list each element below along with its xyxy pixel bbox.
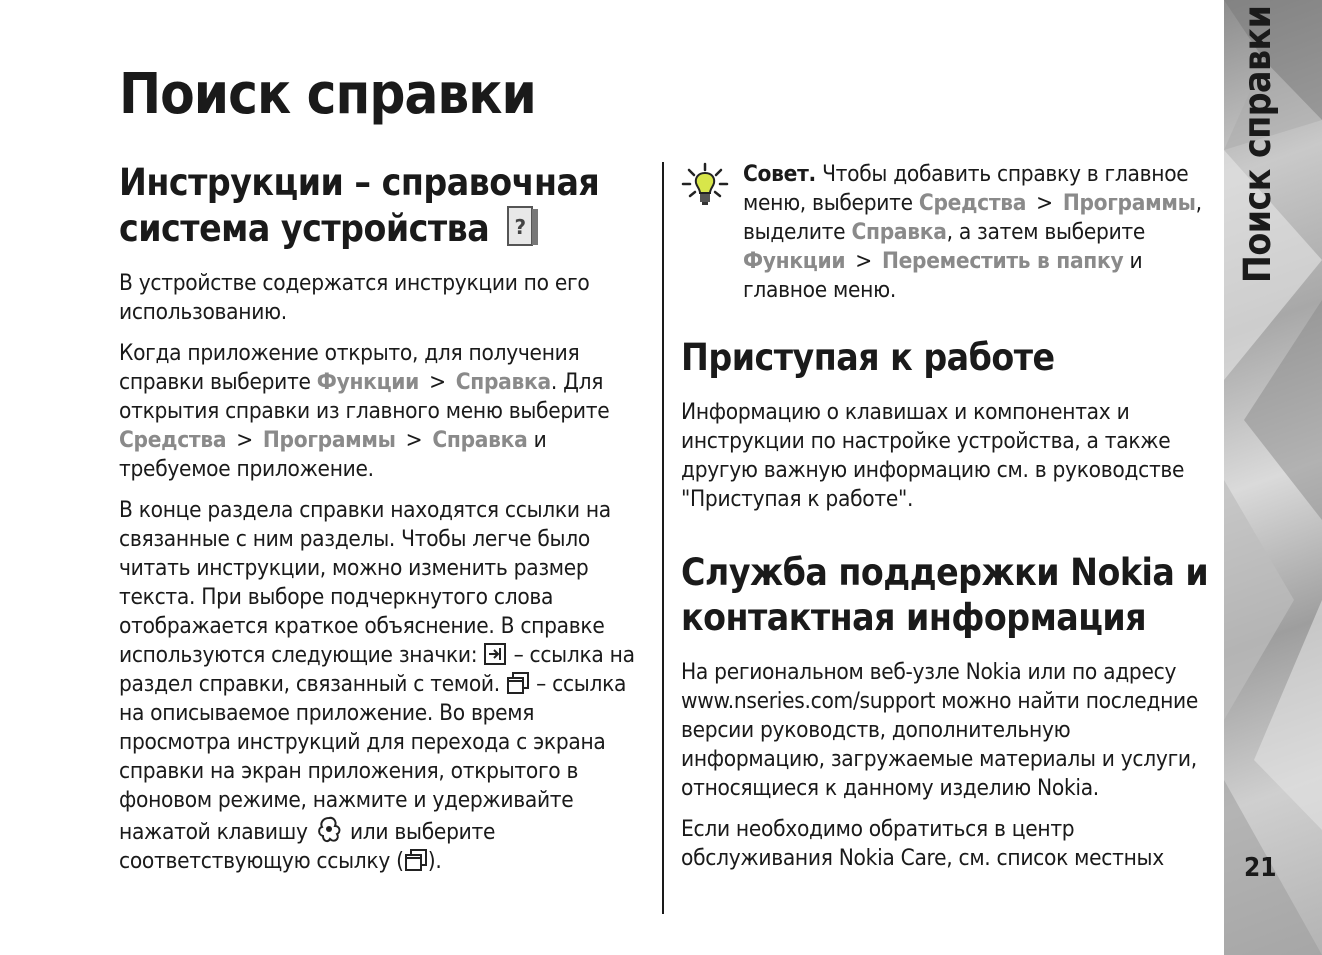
application-link-icon [506, 671, 530, 695]
section-heading-getting-started: Приступая к работе [681, 336, 1055, 379]
svg-text:?: ? [514, 215, 526, 239]
tip-text [743, 160, 1213, 305]
path-separator: > [429, 369, 446, 395]
menu-path-help: Справка [851, 219, 947, 245]
text-run: или выберите соответствующую ссылку ( [119, 819, 496, 874]
text-run: – ссылка на описываемое приложение. Во время просмотра инструкций для перехода с экрана справки на экран приложения, открытого в фоновом режиме, нажмите и удерживайте нажатой клавишу [119, 671, 627, 845]
lightbulb-icon [681, 162, 729, 208]
paragraph-open-help [119, 339, 649, 484]
text-run: , выделите [743, 190, 1202, 245]
paragraph-intro: В устройстве содержатся инструкции по его использованию. [119, 270, 590, 325]
related-topic-link-icon [483, 642, 507, 666]
menu-path-functions: Функции [743, 248, 846, 274]
section-heading-text: Инструкции – справочная система устройства [119, 161, 600, 250]
paragraph-getting-started: Информацию о клавишах и компонентах и инструкции по настройке устройства, а также другую важную информацию см. в руководстве "Приступая к работе". [681, 399, 1185, 512]
page-title: Поиск справки [119, 62, 536, 127]
menu-path-programs: Программы [1062, 190, 1196, 216]
text-run: Когда приложение открыто, для получения справки выберите [119, 340, 580, 395]
text-run: ). [427, 848, 442, 874]
text-run: и главное меню. [743, 248, 1143, 303]
menu-path-tools: Средства [119, 427, 227, 453]
section-heading-instructions [119, 160, 649, 251]
left-column [119, 160, 649, 888]
path-separator: > [855, 248, 872, 274]
text-run: , а затем выберите [946, 219, 1146, 245]
section-heading-support: Служба поддержки Nokia и контактная информация [681, 551, 1209, 639]
text-run: Чтобы добавить справку в главное меню, выберите [743, 161, 1189, 216]
menu-path-tools: Средства [918, 190, 1027, 216]
path-separator: > [236, 427, 253, 453]
menu-path-functions: Функции [316, 369, 420, 395]
text-run: – ссылка на раздел справки, связанный с темой. [119, 642, 635, 697]
menu-key-icon [314, 815, 344, 845]
menu-path-programs: Программы [262, 427, 396, 453]
right-column [681, 160, 1213, 885]
menu-path-help: Справка [455, 369, 551, 395]
text-run: и требуемое приложение. [119, 427, 547, 482]
page-number: 21 [1244, 853, 1277, 883]
menu-path-move-to-folder: Переместить в папку [881, 248, 1124, 274]
paragraph-links-info [119, 496, 649, 876]
tip-block [681, 160, 1213, 305]
column-divider [662, 162, 664, 914]
text-run: В конце раздела справки находятся ссылки на связанные с ним разделы. Чтобы легче было читать инструкции, можно изменить размер текста. При выборе подчеркнутого слова отображается краткое объяснение. В справке используются следующие значки: [119, 497, 611, 668]
menu-path-help-2: Справка [432, 427, 528, 453]
path-separator: > [405, 427, 423, 453]
tip-label: Совет. [743, 161, 816, 187]
help-book-icon [506, 205, 540, 247]
application-link-icon [404, 848, 428, 872]
paragraph-support-2: Если необходимо обратиться в центр обслуживания Nokia Care, см. список местных [681, 816, 1164, 871]
text-run: . Для открытия справки из главного меню выберите [119, 369, 610, 424]
path-separator: > [1036, 190, 1053, 216]
sidebar-chapter-title: Поиск справки [1236, 5, 1279, 283]
paragraph-support-1: На региональном веб-узле Nokia или по адресу www.nseries.com/support можно найти последние версии руководств, дополнительную информацию, загружаемые материалы и услуги, относящиеся к данному изделию Nokia. [681, 659, 1199, 801]
